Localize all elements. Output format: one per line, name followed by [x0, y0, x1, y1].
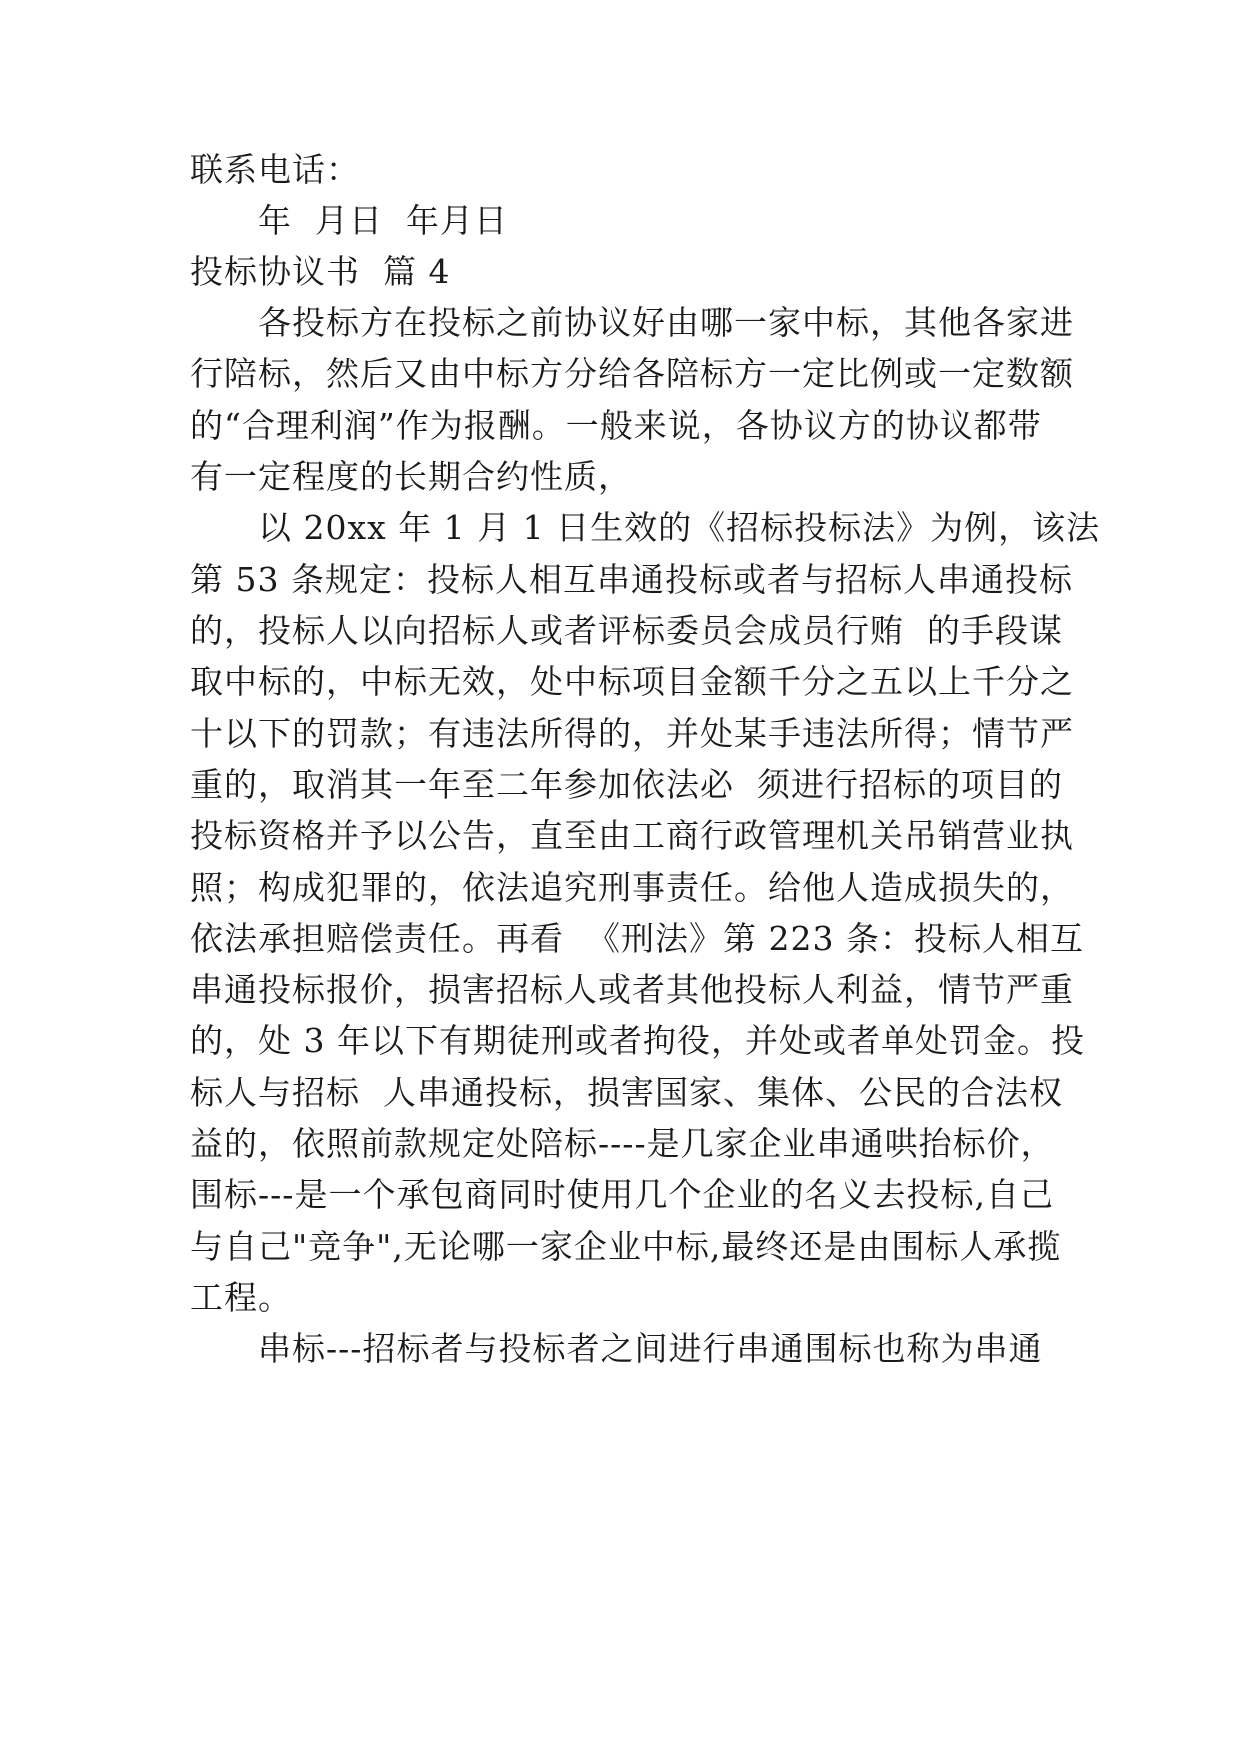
contact-label: 联系电话：	[190, 150, 360, 189]
paragraph-line: 串通投标报价，损害招标人或者其他投标人利益，情节严重	[190, 970, 1074, 1009]
paragraph-line: 十以下的罚款；有违法所得的，并处某手违法所得；情节严	[190, 714, 1074, 753]
paragraph-line: 的，处 3 年以下有期徒刑或者拘役，并处或者单处罚金。投	[190, 1021, 1085, 1060]
section-heading: 投标协议书 篇 4	[190, 252, 451, 291]
paragraph-line: 以 20xx 年 1 月 1 日生效的《招标投标法》为例，该法	[258, 508, 1101, 547]
paragraph-line: 取中标的，中标无效，处中标项目金额千分之五以上千分之	[190, 662, 1074, 701]
paragraph-line: 围标---是一个承包商同时使用几个企业的名义去投标,自己	[190, 1175, 1054, 1214]
paragraph-line: 投标资格并予以公告，直至由工商行政管理机关吊销营业执	[190, 816, 1074, 855]
paragraph-line: 有一定程度的长期合约性质，	[190, 457, 632, 496]
date-line: 年 月日 年月日	[258, 201, 508, 240]
paragraph-line: 依法承担赔偿责任。再看 《刑法》第 223 条：投标人相互	[190, 919, 1084, 958]
paragraph-line: 重的，取消其一年至二年参加依法必 须进行招标的项目的	[190, 765, 1063, 804]
paragraph-line: 工程。	[190, 1278, 292, 1317]
paragraph-line: 串标---招标者与投标者之间进行串通围标也称为串通	[258, 1329, 1043, 1368]
paragraph-line: 照；构成犯罪的，依法追究刑事责任。给他人造成损失的，	[190, 868, 1074, 907]
paragraph-line: 标人与招标 人串通投标，损害国家、集体、公民的合法权	[190, 1073, 1063, 1112]
paragraph-line: 的“合理利润”作为报酬。一般来说，各协议方的协议都带	[190, 406, 1042, 445]
paragraph-line: 第 53 条规定：投标人相互串通投标或者与招标人串通投标	[190, 560, 1073, 599]
paragraph-line: 与自己"竞争",无论哪一家企业中标,最终还是由围标人承揽	[190, 1227, 1062, 1266]
paragraph-line: 行陪标，然后又由中标方分给各陪标方一定比例或一定数额	[190, 354, 1074, 393]
paragraph-line: 的，投标人以向招标人或者评标委员会成员行贿 的手段谋	[190, 611, 1063, 650]
paragraph-line: 益的，依照前款规定处陪标----是几家企业串通哄抬标价，	[190, 1124, 1055, 1163]
paragraph-line: 各投标方在投标之前协议好由哪一家中标，其他各家进	[258, 303, 1074, 342]
